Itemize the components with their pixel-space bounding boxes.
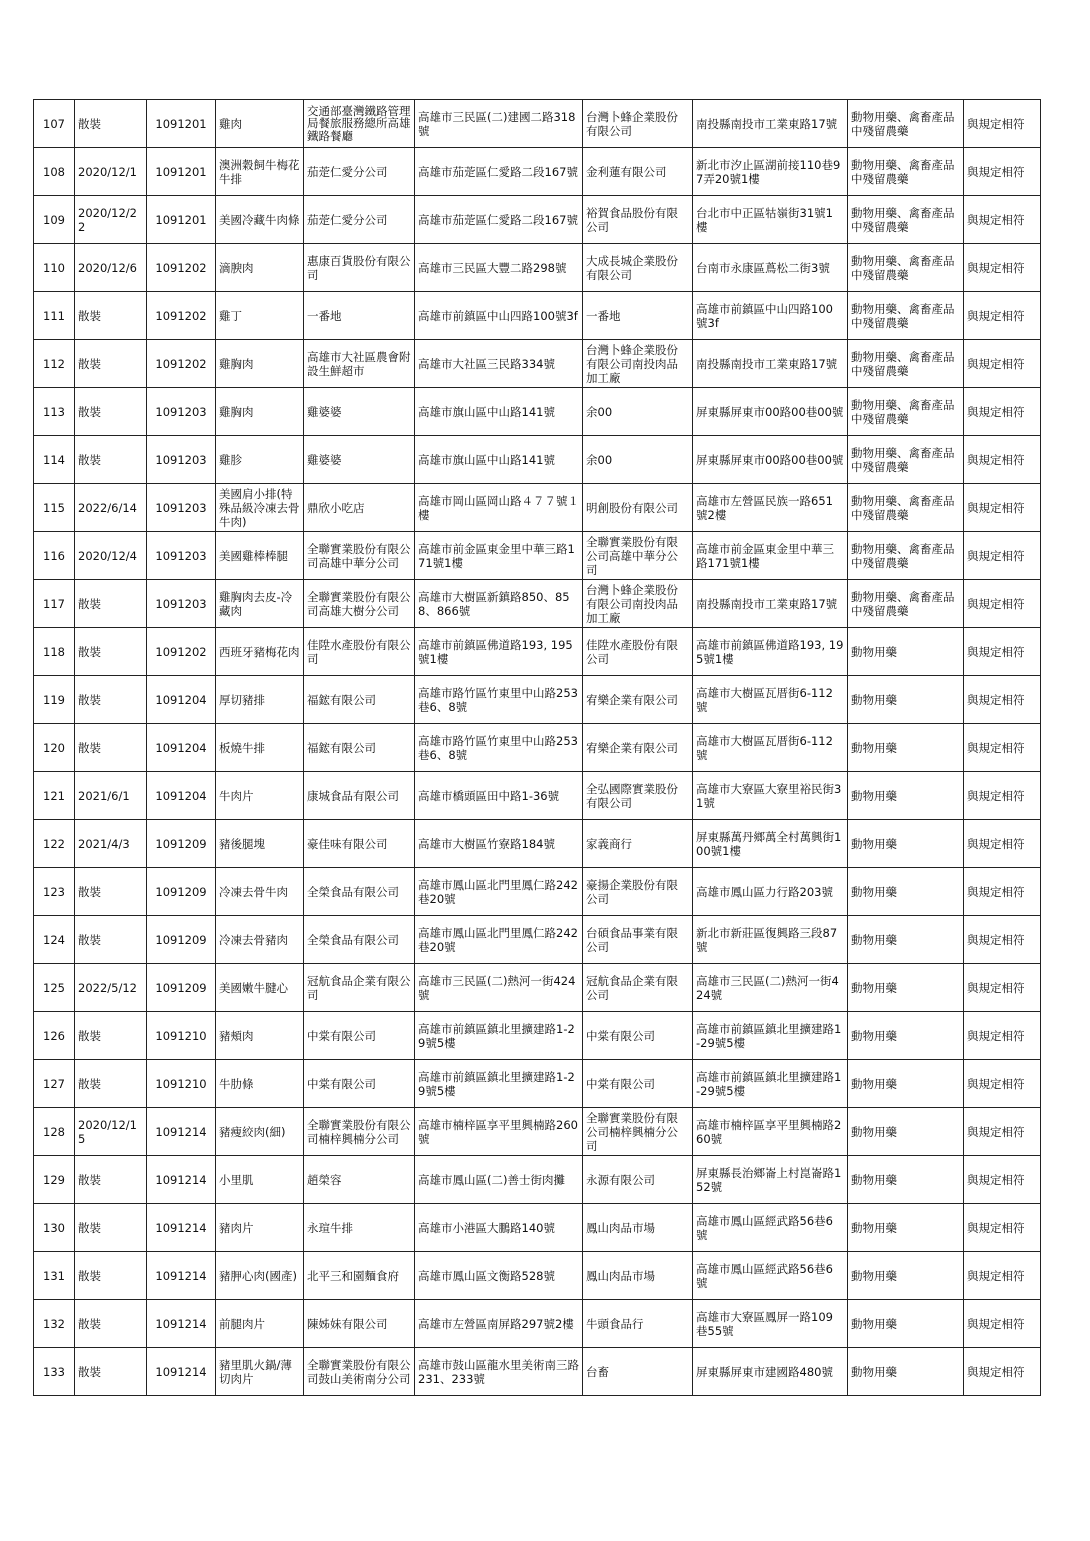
sampling-store-cell: 鼎欣小吃店	[304, 484, 415, 532]
product-name-cell: 牛肉片	[216, 772, 304, 820]
sampling-store-cell: 茄萣仁愛分公司	[304, 196, 415, 244]
product-name-cell: 雞胗	[216, 436, 304, 484]
manufacture-date-cell: 2020/12/1	[75, 148, 147, 196]
inspection-results-table	[33, 99, 1041, 1396]
sampling-store-cell: 雞婆婆	[304, 436, 415, 484]
supplier-cell: 中棠有限公司	[583, 1012, 693, 1060]
test-item-cell: 動物用藥	[848, 1012, 964, 1060]
table-row	[34, 1348, 1041, 1396]
store-address-cell: 高雄市鳳山區文衡路528號	[415, 1252, 583, 1300]
table-row	[34, 436, 1041, 484]
sample-batch-cell: 1091214	[147, 1300, 216, 1348]
sample-batch-cell: 1091204	[147, 724, 216, 772]
table-row	[34, 964, 1041, 1012]
product-name-cell: 雞胸肉	[216, 340, 304, 388]
sampling-store-cell: 全聯實業股份有限公司高雄中華分公司	[304, 532, 415, 580]
sample-batch-cell: 1091209	[147, 820, 216, 868]
product-name-cell: 豬頰肉	[216, 1012, 304, 1060]
product-name-cell: 西班牙豬梅花肉	[216, 628, 304, 676]
table-row	[34, 388, 1041, 436]
store-address-cell: 高雄市大社區三民路334號	[415, 340, 583, 388]
supplier-cell: 台碩食品事業有限公司	[583, 916, 693, 964]
manufacture-date-cell: 散裝	[75, 724, 147, 772]
product-name-cell: 美國雞棒棒腿	[216, 532, 304, 580]
manufacture-date-cell: 散裝	[75, 100, 147, 148]
table-row	[34, 628, 1041, 676]
sampling-store-cell: 佳陞水產股份有限公司	[304, 628, 415, 676]
row-number-cell: 124	[34, 916, 75, 964]
table-row	[34, 1012, 1041, 1060]
store-address-cell: 高雄市路竹區竹東里中山路253巷6、8號	[415, 676, 583, 724]
sample-batch-cell: 1091209	[147, 868, 216, 916]
store-address-cell: 高雄市前金區東金里中華三路171號1樓	[415, 532, 583, 580]
test-item-cell: 動物用藥、禽畜產品中殘留農藥	[848, 340, 964, 388]
supplier-address-cell: 新北市新莊區復興路三段87號	[693, 916, 848, 964]
supplier-address-cell: 高雄市大寮區大寮里裕民街31號	[693, 772, 848, 820]
test-item-cell: 動物用藥、禽畜產品中殘留農藥	[848, 436, 964, 484]
supplier-cell: 宥樂企業有限公司	[583, 724, 693, 772]
test-item-cell: 動物用藥、禽畜產品中殘留農藥	[848, 484, 964, 532]
test-item-cell: 動物用藥、禽畜產品中殘留農藥	[848, 292, 964, 340]
result-cell: 與規定相符	[964, 148, 1041, 196]
row-number-cell: 114	[34, 436, 75, 484]
product-name-cell: 冷凍去骨豬肉	[216, 916, 304, 964]
result-cell: 與規定相符	[964, 1204, 1041, 1252]
table-row	[34, 340, 1041, 388]
sampling-store-cell: 永瑄牛排	[304, 1204, 415, 1252]
supplier-cell: 佳陞水產股份有限公司	[583, 628, 693, 676]
store-address-cell: 高雄市鳳山區北門里鳳仁路242巷20號	[415, 868, 583, 916]
test-item-cell: 動物用藥、禽畜產品中殘留農藥	[848, 148, 964, 196]
supplier-address-cell: 高雄市前鎮區鎮北里擴建路1-29號5樓	[693, 1012, 848, 1060]
manufacture-date-cell: 散裝	[75, 1300, 147, 1348]
manufacture-date-cell: 散裝	[75, 916, 147, 964]
manufacture-date-cell: 2022/6/14	[75, 484, 147, 532]
sample-batch-cell: 1091204	[147, 676, 216, 724]
store-address-cell: 高雄市鳳山區北門里鳳仁路242巷20號	[415, 916, 583, 964]
result-cell: 與規定相符	[964, 1060, 1041, 1108]
supplier-address-cell: 屏東縣屏東市00路00巷00號	[693, 388, 848, 436]
test-item-cell: 動物用藥	[848, 1204, 964, 1252]
row-number-cell: 115	[34, 484, 75, 532]
test-item-cell: 動物用藥	[848, 868, 964, 916]
table-row	[34, 724, 1041, 772]
store-address-cell: 高雄市三民區(二)建國二路318號	[415, 100, 583, 148]
sample-batch-cell: 1091214	[147, 1156, 216, 1204]
result-cell: 與規定相符	[964, 340, 1041, 388]
result-cell: 與規定相符	[964, 580, 1041, 628]
store-address-cell: 高雄市茄萣區仁愛路二段167號	[415, 196, 583, 244]
manufacture-date-cell: 散裝	[75, 292, 147, 340]
table-row	[34, 868, 1041, 916]
manufacture-date-cell: 散裝	[75, 580, 147, 628]
sampling-store-cell: 全聯實業股份有限公司高雄大樹分公司	[304, 580, 415, 628]
sample-batch-cell: 1091203	[147, 580, 216, 628]
sampling-store-cell: 福鋐有限公司	[304, 724, 415, 772]
manufacture-date-cell: 散裝	[75, 1252, 147, 1300]
product-name-cell: 美國嫩牛腱心	[216, 964, 304, 1012]
sampling-store-cell: 冠航食品企業有限公司	[304, 964, 415, 1012]
test-item-cell: 動物用藥、禽畜產品中殘留農藥	[848, 388, 964, 436]
sample-batch-cell: 1091203	[147, 484, 216, 532]
result-cell: 與規定相符	[964, 1348, 1041, 1396]
test-item-cell: 動物用藥	[848, 1060, 964, 1108]
supplier-address-cell: 高雄市三民區(二)熱河一街424號	[693, 964, 848, 1012]
product-name-cell: 雞肉	[216, 100, 304, 148]
sampling-store-cell: 豪佳味有限公司	[304, 820, 415, 868]
store-address-cell: 高雄市前鎮區佛道路193, 195號1樓	[415, 628, 583, 676]
supplier-address-cell: 高雄市前鎮區鎮北里擴建路1-29號5樓	[693, 1060, 848, 1108]
test-item-cell: 動物用藥	[848, 1252, 964, 1300]
product-name-cell: 小里肌	[216, 1156, 304, 1204]
manufacture-date-cell: 2021/4/3	[75, 820, 147, 868]
sampling-store-cell: 全聯實業股份有限公司楠梓興楠分公司	[304, 1108, 415, 1156]
product-name-cell: 厚切豬排	[216, 676, 304, 724]
table-row	[34, 1300, 1041, 1348]
supplier-address-cell: 高雄市大寮區鳳屏一路109巷55號	[693, 1300, 848, 1348]
store-address-cell: 高雄市大樹區新鎮路850、858、866號	[415, 580, 583, 628]
row-number-cell: 127	[34, 1060, 75, 1108]
row-number-cell: 112	[34, 340, 75, 388]
store-address-cell: 高雄市旗山區中山路141號	[415, 436, 583, 484]
test-item-cell: 動物用藥	[848, 1300, 964, 1348]
sample-batch-cell: 1091201	[147, 148, 216, 196]
test-item-cell: 動物用藥	[848, 964, 964, 1012]
sampling-store-cell: 中棠有限公司	[304, 1060, 415, 1108]
supplier-address-cell: 南投縣南投市工業東路17號	[693, 580, 848, 628]
sampling-store-cell: 趙榮容	[304, 1156, 415, 1204]
store-address-cell: 高雄市左營區南屏路297號2樓	[415, 1300, 583, 1348]
table-row	[34, 196, 1041, 244]
sampling-store-cell: 全榮食品有限公司	[304, 916, 415, 964]
manufacture-date-cell: 散裝	[75, 1012, 147, 1060]
supplier-address-cell: 南投縣南投市工業東路17號	[693, 340, 848, 388]
result-cell: 與規定相符	[964, 916, 1041, 964]
sampling-store-cell: 陳姊妹有限公司	[304, 1300, 415, 1348]
row-number-cell: 109	[34, 196, 75, 244]
manufacture-date-cell: 2020/12/22	[75, 196, 147, 244]
row-number-cell: 118	[34, 628, 75, 676]
result-cell: 與規定相符	[964, 292, 1041, 340]
supplier-address-cell: 屏東縣屏東市建國路480號	[693, 1348, 848, 1396]
store-address-cell: 高雄市岡山區岡山路４７７號１樓	[415, 484, 583, 532]
row-number-cell: 120	[34, 724, 75, 772]
product-name-cell: 牛肋條	[216, 1060, 304, 1108]
supplier-address-cell: 高雄市鳳山區力行路203號	[693, 868, 848, 916]
store-address-cell: 高雄市前鎮區鎮北里擴建路1-29號5樓	[415, 1012, 583, 1060]
supplier-address-cell: 高雄市左營區民族一路651號2樓	[693, 484, 848, 532]
result-cell: 與規定相符	[964, 772, 1041, 820]
row-number-cell: 126	[34, 1012, 75, 1060]
product-name-cell: 前腿肉片	[216, 1300, 304, 1348]
product-name-cell: 豬後腿塊	[216, 820, 304, 868]
sample-batch-cell: 1091203	[147, 532, 216, 580]
test-item-cell: 動物用藥	[848, 820, 964, 868]
supplier-cell: 家義商行	[583, 820, 693, 868]
supplier-cell: 大成長城企業股份有限公司	[583, 244, 693, 292]
row-number-cell: 132	[34, 1300, 75, 1348]
table-body	[34, 100, 1041, 1396]
row-number-cell: 125	[34, 964, 75, 1012]
test-item-cell: 動物用藥	[848, 1108, 964, 1156]
result-cell: 與規定相符	[964, 676, 1041, 724]
supplier-cell: 台畜	[583, 1348, 693, 1396]
supplier-cell: 台灣卜蜂企業股份有限公司	[583, 100, 693, 148]
manufacture-date-cell: 散裝	[75, 628, 147, 676]
supplier-cell: 余00	[583, 436, 693, 484]
supplier-address-cell: 屏東縣屏東市00路00巷00號	[693, 436, 848, 484]
sample-batch-cell: 1091210	[147, 1012, 216, 1060]
store-address-cell: 高雄市小港區大鵬路140號	[415, 1204, 583, 1252]
sampling-store-cell: 全聯實業股份有限公司鼓山美術南分公司	[304, 1348, 415, 1396]
manufacture-date-cell: 散裝	[75, 340, 147, 388]
sample-batch-cell: 1091201	[147, 100, 216, 148]
test-item-cell: 動物用藥、禽畜產品中殘留農藥	[848, 580, 964, 628]
supplier-cell: 鳳山肉品市場	[583, 1204, 693, 1252]
product-name-cell: 雞丁	[216, 292, 304, 340]
store-address-cell: 高雄市楠梓區享平里興楠路260號	[415, 1108, 583, 1156]
result-cell: 與規定相符	[964, 1156, 1041, 1204]
supplier-cell: 冠航食品企業有限公司	[583, 964, 693, 1012]
table-row	[34, 820, 1041, 868]
store-address-cell: 高雄市鳳山區(二)善士街肉攤	[415, 1156, 583, 1204]
row-number-cell: 107	[34, 100, 75, 148]
manufacture-date-cell: 散裝	[75, 1060, 147, 1108]
supplier-address-cell: 南投縣南投市工業東路17號	[693, 100, 848, 148]
sample-batch-cell: 1091202	[147, 244, 216, 292]
row-number-cell: 129	[34, 1156, 75, 1204]
test-item-cell: 動物用藥	[848, 1156, 964, 1204]
test-item-cell: 動物用藥	[848, 676, 964, 724]
sample-batch-cell: 1091202	[147, 292, 216, 340]
result-cell: 與規定相符	[964, 868, 1041, 916]
row-number-cell: 131	[34, 1252, 75, 1300]
table-row	[34, 772, 1041, 820]
sample-batch-cell: 1091210	[147, 1060, 216, 1108]
product-name-cell: 雞胸肉去皮-冷藏肉	[216, 580, 304, 628]
result-cell: 與規定相符	[964, 436, 1041, 484]
supplier-address-cell: 高雄市鳳山區經武路56巷6號	[693, 1204, 848, 1252]
supplier-address-cell: 高雄市大樹區瓦厝街6-112號	[693, 676, 848, 724]
sampling-store-cell: 北平三和園麵食府	[304, 1252, 415, 1300]
test-item-cell: 動物用藥	[848, 628, 964, 676]
supplier-cell: 中棠有限公司	[583, 1060, 693, 1108]
sample-batch-cell: 1091214	[147, 1204, 216, 1252]
table-row	[34, 916, 1041, 964]
supplier-cell: 牛頭食品行	[583, 1300, 693, 1348]
sample-batch-cell: 1091201	[147, 196, 216, 244]
sampling-store-cell: 惠康百貨股份有限公司	[304, 244, 415, 292]
row-number-cell: 116	[34, 532, 75, 580]
product-name-cell: 板燒牛排	[216, 724, 304, 772]
row-number-cell: 130	[34, 1204, 75, 1252]
result-cell: 與規定相符	[964, 1252, 1041, 1300]
sampling-store-cell: 一番地	[304, 292, 415, 340]
store-address-cell: 高雄市大樹區竹寮路184號	[415, 820, 583, 868]
sampling-store-cell: 交通部臺灣鐵路管理局餐旅服務總所高雄鐵路餐廳	[304, 100, 415, 148]
result-cell: 與規定相符	[964, 532, 1041, 580]
supplier-cell: 鳳山肉品市場	[583, 1252, 693, 1300]
store-address-cell: 高雄市前鎮區中山四路100號3f	[415, 292, 583, 340]
manufacture-date-cell: 散裝	[75, 1348, 147, 1396]
sample-batch-cell: 1091209	[147, 916, 216, 964]
supplier-cell: 台灣卜蜂企業股份有限公司南投肉品加工廠	[583, 340, 693, 388]
store-address-cell: 高雄市橋頭區田中路1-36號	[415, 772, 583, 820]
row-number-cell: 119	[34, 676, 75, 724]
supplier-address-cell: 屏東縣萬丹鄉萬全村萬興街100號1樓	[693, 820, 848, 868]
supplier-address-cell: 高雄市前金區東金里中華三路171號1樓	[693, 532, 848, 580]
product-name-cell: 美國冷藏牛肉條	[216, 196, 304, 244]
store-address-cell: 高雄市三民區(二)熱河一街424號	[415, 964, 583, 1012]
supplier-cell: 明創股份有限公司	[583, 484, 693, 532]
sample-batch-cell: 1091203	[147, 436, 216, 484]
product-name-cell: 雞胸肉	[216, 388, 304, 436]
test-item-cell: 動物用藥	[848, 1348, 964, 1396]
supplier-cell: 宥樂企業有限公司	[583, 676, 693, 724]
manufacture-date-cell: 2020/12/15	[75, 1108, 147, 1156]
table-row	[34, 484, 1041, 532]
product-name-cell: 豬瘦絞肉(細)	[216, 1108, 304, 1156]
sample-batch-cell: 1091214	[147, 1252, 216, 1300]
row-number-cell: 121	[34, 772, 75, 820]
manufacture-date-cell: 散裝	[75, 1156, 147, 1204]
sample-batch-cell: 1091202	[147, 628, 216, 676]
manufacture-date-cell: 2020/12/4	[75, 532, 147, 580]
supplier-address-cell: 屏東縣長治鄉崙上村崑崙路152號	[693, 1156, 848, 1204]
sample-batch-cell: 1091214	[147, 1108, 216, 1156]
row-number-cell: 108	[34, 148, 75, 196]
store-address-cell: 高雄市前鎮區鎮北里擴建路1-29號5樓	[415, 1060, 583, 1108]
supplier-cell: 全聯實業股份有限公司楠梓興楠分公司	[583, 1108, 693, 1156]
result-cell: 與規定相符	[964, 388, 1041, 436]
sample-batch-cell: 1091209	[147, 964, 216, 1012]
row-number-cell: 111	[34, 292, 75, 340]
supplier-address-cell: 高雄市前鎮區佛道路193, 195號1樓	[693, 628, 848, 676]
table-row	[34, 1060, 1041, 1108]
result-cell: 與規定相符	[964, 820, 1041, 868]
supplier-address-cell: 台南市永康區蔦松二街3號	[693, 244, 848, 292]
table-row	[34, 676, 1041, 724]
table-row	[34, 1156, 1041, 1204]
product-name-cell: 冷凍去骨牛肉	[216, 868, 304, 916]
supplier-cell: 全聯實業股份有限公司高雄中華分公司	[583, 532, 693, 580]
store-address-cell: 高雄市路竹區竹東里中山路253巷6、8號	[415, 724, 583, 772]
store-address-cell: 高雄市旗山區中山路141號	[415, 388, 583, 436]
sampling-store-cell: 高雄市大社區農會附設生鮮超市	[304, 340, 415, 388]
table-row	[34, 148, 1041, 196]
test-item-cell: 動物用藥、禽畜產品中殘留農藥	[848, 532, 964, 580]
product-name-cell: 豬胛心肉(國產)	[216, 1252, 304, 1300]
supplier-cell: 全弘國際實業股份有限公司	[583, 772, 693, 820]
supplier-address-cell: 高雄市鳳山區經武路56巷6號	[693, 1252, 848, 1300]
store-address-cell: 高雄市茄萣區仁愛路二段167號	[415, 148, 583, 196]
sampling-store-cell: 茄萣仁愛分公司	[304, 148, 415, 196]
table-row	[34, 1108, 1041, 1156]
supplier-cell: 余00	[583, 388, 693, 436]
supplier-address-cell: 高雄市楠梓區享平里興楠路260號	[693, 1108, 848, 1156]
sampling-store-cell: 中棠有限公司	[304, 1012, 415, 1060]
manufacture-date-cell: 2021/6/1	[75, 772, 147, 820]
supplier-address-cell: 台北市中正區牯嶺街31號1樓	[693, 196, 848, 244]
row-number-cell: 110	[34, 244, 75, 292]
test-item-cell: 動物用藥	[848, 916, 964, 964]
sampling-store-cell: 雞婆婆	[304, 388, 415, 436]
sample-batch-cell: 1091203	[147, 388, 216, 436]
row-number-cell: 113	[34, 388, 75, 436]
result-cell: 與規定相符	[964, 628, 1041, 676]
sample-batch-cell: 1091204	[147, 772, 216, 820]
test-item-cell: 動物用藥、禽畜產品中殘留農藥	[848, 244, 964, 292]
manufacture-date-cell: 散裝	[75, 1204, 147, 1252]
sampling-store-cell: 全榮食品有限公司	[304, 868, 415, 916]
result-cell: 與規定相符	[964, 724, 1041, 772]
supplier-cell: 裕賀食品股份有限公司	[583, 196, 693, 244]
sampling-store-cell: 康城食品有限公司	[304, 772, 415, 820]
table-row	[34, 580, 1041, 628]
store-address-cell: 高雄市三民區大豐二路298號	[415, 244, 583, 292]
manufacture-date-cell: 散裝	[75, 868, 147, 916]
table-row	[34, 244, 1041, 292]
table-row	[34, 100, 1041, 148]
product-name-cell: 豬里肌火鍋/薄切肉片	[216, 1348, 304, 1396]
test-item-cell: 動物用藥	[848, 724, 964, 772]
row-number-cell: 122	[34, 820, 75, 868]
product-name-cell: 豬肉片	[216, 1204, 304, 1252]
store-address-cell: 高雄市鼓山區龍水里美術南三路231、233號	[415, 1348, 583, 1396]
test-item-cell: 動物用藥、禽畜產品中殘留農藥	[848, 100, 964, 148]
supplier-address-cell: 高雄市大樹區瓦厝街6-112號	[693, 724, 848, 772]
sample-batch-cell: 1091214	[147, 1348, 216, 1396]
supplier-address-cell: 新北市汐止區湖前接110巷97弄20號1樓	[693, 148, 848, 196]
test-item-cell: 動物用藥、禽畜產品中殘留農藥	[848, 196, 964, 244]
supplier-cell: 豪揚企業股份有限公司	[583, 868, 693, 916]
supplier-cell: 台灣卜蜂企業股份有限公司南投肉品加工廠	[583, 580, 693, 628]
result-cell: 與規定相符	[964, 1300, 1041, 1348]
row-number-cell: 117	[34, 580, 75, 628]
manufacture-date-cell: 散裝	[75, 436, 147, 484]
result-cell: 與規定相符	[964, 484, 1041, 532]
product-name-cell: 澳洲穀飼牛梅花牛排	[216, 148, 304, 196]
manufacture-date-cell: 散裝	[75, 388, 147, 436]
supplier-cell: 一番地	[583, 292, 693, 340]
row-number-cell: 128	[34, 1108, 75, 1156]
result-cell: 與規定相符	[964, 964, 1041, 1012]
row-number-cell: 133	[34, 1348, 75, 1396]
manufacture-date-cell: 2020/12/6	[75, 244, 147, 292]
sampling-store-cell: 福鋐有限公司	[304, 676, 415, 724]
table-row	[34, 1252, 1041, 1300]
product-name-cell: 滴腴肉	[216, 244, 304, 292]
manufacture-date-cell: 2022/5/12	[75, 964, 147, 1012]
test-item-cell: 動物用藥	[848, 772, 964, 820]
result-cell: 與規定相符	[964, 1012, 1041, 1060]
result-cell: 與規定相符	[964, 1108, 1041, 1156]
row-number-cell: 123	[34, 868, 75, 916]
supplier-address-cell: 高雄市前鎮區中山四路100號3f	[693, 292, 848, 340]
sample-batch-cell: 1091202	[147, 340, 216, 388]
product-name-cell: 美國肩小排(特殊品級冷凍去骨牛肉)	[216, 484, 304, 532]
manufacture-date-cell: 散裝	[75, 676, 147, 724]
result-cell: 與規定相符	[964, 244, 1041, 292]
table-row	[34, 292, 1041, 340]
supplier-cell: 金利蓮有限公司	[583, 148, 693, 196]
table-row	[34, 532, 1041, 580]
supplier-cell: 永源有限公司	[583, 1156, 693, 1204]
table-row	[34, 1204, 1041, 1252]
result-cell: 與規定相符	[964, 196, 1041, 244]
result-cell: 與規定相符	[964, 100, 1041, 148]
